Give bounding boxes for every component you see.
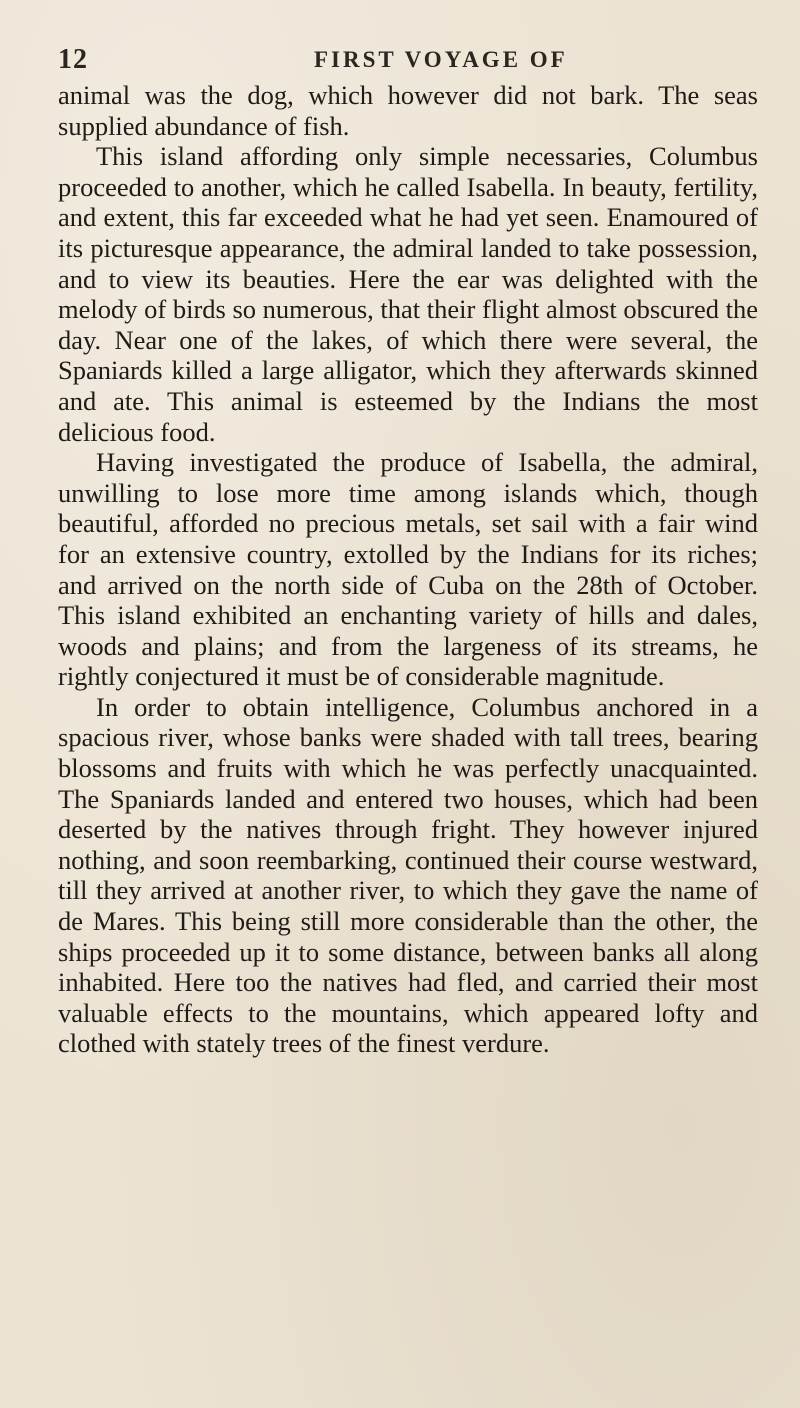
paragraph-river: In order to obtain intelligence, Columbus anchored in a spacious river, whose banks were shaded with tall trees, bearing blossoms and fruits with which he was perfectly unacquainted. The Spaniards landed and entered two houses, which had been deserted by the natives through fright. They however injured nothing, and soon reembarking, continued their course westward, till they arrived at another river, to which they gave the name of de Mares. This being still more considerable than the other, the ships proceeded up it to some distance, between banks all along inhabited. Here too the natives had fled, and carried their most valuable effects to the mountains, which appeared lofty and clothed with stately trees of the finest verdure. [58, 691, 758, 1059]
body-text [58, 80, 758, 1059]
page-number: 12 [58, 44, 88, 75]
running-head [58, 44, 758, 80]
paragraph-cuba: Having investigated the produce of Isabella, the admiral, unwilling to lose more time among islands which, though beautiful, afforded no precious metals, set sail with a fair wind for an extensive country, extolled by the Indians for its riches; and arrived on the north side of Cuba on the 28th of October. This island exhibited an enchanting variety of hills and dales, woods and plains; and from the largeness of its streams, he rightly conjectured it must be of considerable magnitude. [58, 447, 758, 692]
paragraph-continuation: animal was the dog, which however did not bark. The seas supplied abundance of fish. [58, 80, 758, 141]
running-head-title: FIRST VOYAGE OF [314, 47, 568, 72]
paragraph-isabella: This island affording only simple necessaries, Columbus proceeded to another, which he called Isabella. In beauty, fertility, and extent, this far exceeded what he had yet seen. Enamoured of its picturesque appearance, the admiral landed to take possession, and to view its beauties. Here the ear was delighted with the melody of birds so numerous, that their flight almost obscured the day. Near one of the lakes, of which there were several, the Spaniards killed a large alligator, which they afterwards skinned and ate. This animal is esteemed by the Indians the most delicious food. [58, 141, 758, 447]
